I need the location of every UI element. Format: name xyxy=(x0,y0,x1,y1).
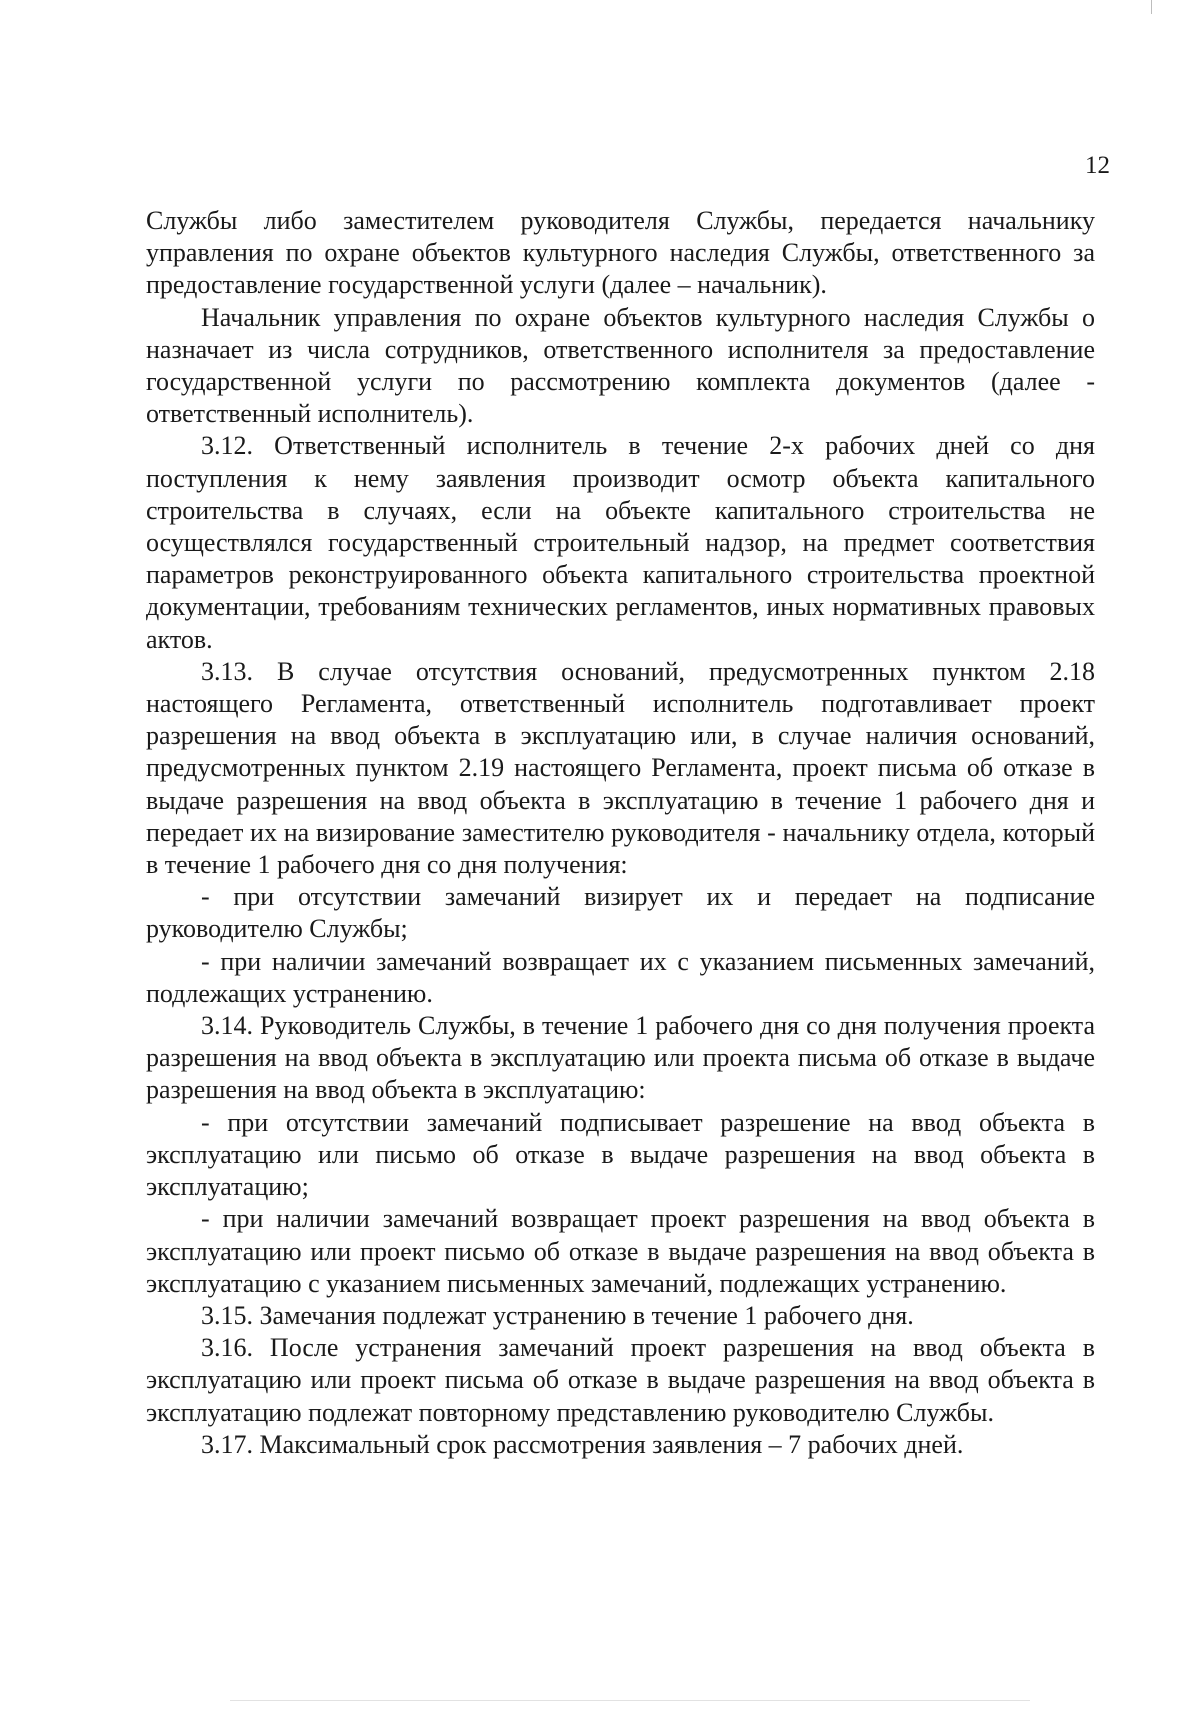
document-body xyxy=(146,205,1095,1461)
paragraph-3-13: 3.13. В случае отсутствия оснований, предусмотренных пунктом 2.18 настоящего Регламента, ответственный исполнитель подготавливает проект разрешения на ввод объекта в эксплуатацию или, в случае наличия оснований, предусмотренных пунктом 2.19 настоящего Регламента, проект письма об отказе в выдаче разрешения на ввод объекта в эксплуатацию в течение 1 рабочего дня и передает их на визирование заместителю руководителя - начальнику отдела, который в течение 1 рабочего дня со дня получения: xyxy=(146,656,1095,880)
paragraph-3-12: 3.12. Ответственный исполнитель в течение 2-х рабочих дней со дня поступления к нему заявления производит осмотр объекта капитального строительства в случаях, если на объекте капитального строительства не осуществлялся государственный строительный надзор, на предмет соответствия параметров реконструированного объекта капитального строительства проектной документации, требованиям технических регламентов, иных нормативных правовых актов. xyxy=(146,431,1095,654)
paragraph-3-14-no-remarks: - при отсутствии замечаний подписывает разрешение на ввод объекта в эксплуатацию или письмо об отказе в выдаче разрешения на ввод объекта в эксплуатацию; xyxy=(146,1107,1095,1202)
paragraph-3-15: 3.15. Замечания подлежат устранению в течение 1 рабочего дня. xyxy=(201,1300,914,1330)
scan-artifact-bottom xyxy=(230,1700,1030,1701)
paragraph-continuation: Службы либо заместителем руководителя Службы, передается начальнику управления по охране объектов культурного наследия Службы, ответственного за предоставление государственной услуги (далее – начальник). xyxy=(146,206,1095,300)
paragraph-3-13-with-remarks: - при наличии замечаний возвращает их с указанием письменных замечаний, подлежащих устранению. xyxy=(146,946,1095,1008)
paragraph-3-14-with-remarks: - при наличии замечаний возвращает проект разрешения на ввод объекта в эксплуатацию или проект письмо об отказе в выдаче разрешения на ввод объекта в эксплуатацию с указанием письменных замечаний, подлежащих устранению. xyxy=(146,1204,1095,1298)
paragraph-3-14: 3.14. Руководитель Службы, в течение 1 рабочего дня со дня получения проекта разрешения на ввод объекта в эксплуатацию или проекта письма об отказе в выдаче разрешения на ввод объекта в эксплуатацию: xyxy=(146,1011,1095,1105)
paragraph-3-17: 3.17. Максимальный срок рассмотрения заявления – 7 рабочих дней. xyxy=(201,1429,964,1459)
paragraph-3-13-no-remarks: - при отсутствии замечаний визирует их и передает на подписание руководителю Службы; xyxy=(146,882,1095,944)
paragraph-head-assigns-executor: Начальник управления по охране объектов культурного наследия Службы о назначает из числа сотрудников, ответственного исполнителя за предоставление государственной услуги по рассмотрению комплекта документов (далее - ответственный исполнитель). xyxy=(146,302,1095,429)
paragraph-3-16: 3.16. После устранения замечаний проект разрешения на ввод объекта в эксплуатацию или проект письма об отказе в выдаче разрешения на ввод объекта в эксплуатацию подлежат повторному представлению руководителю Службы. xyxy=(146,1333,1095,1427)
scan-artifact-top xyxy=(1151,0,1152,14)
page-number: 12 xyxy=(1085,152,1110,179)
